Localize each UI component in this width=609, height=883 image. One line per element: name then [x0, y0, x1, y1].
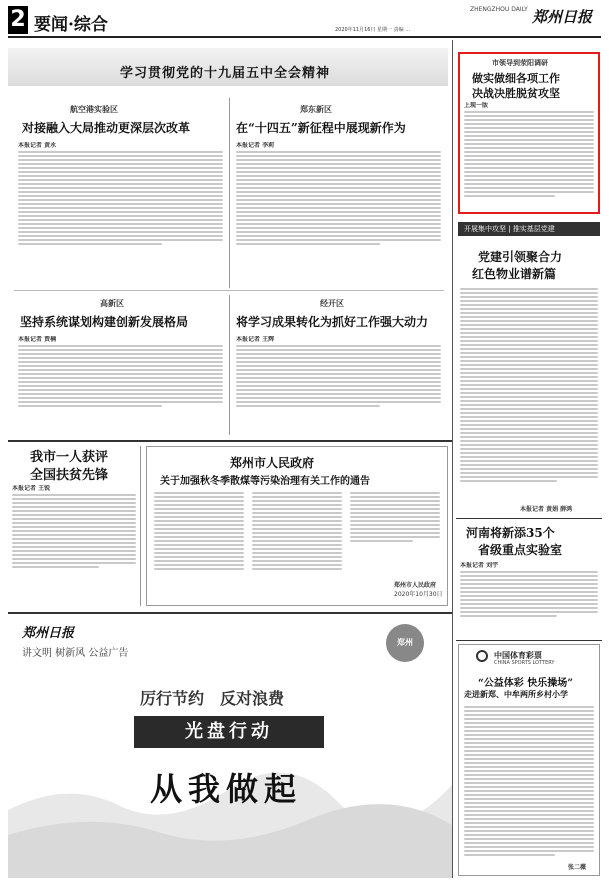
art1-author: 本报记者 黄永	[18, 142, 57, 149]
art1-title: 对接融入大局推动更深层次改革	[22, 121, 191, 135]
side1-kicker: 市领导到荥阳调研	[492, 59, 548, 67]
lottery-logo-icon	[476, 650, 488, 662]
psa-logo: 郑州日报	[22, 626, 75, 641]
art4-body	[236, 336, 441, 432]
art5-title-1: 我市一人获评	[30, 450, 109, 465]
art2-kicker: 郑东新区	[300, 105, 332, 114]
lottery-brand-en: CHINA SPORTS LOTTERY	[494, 660, 555, 666]
side3-title-1: 河南将新添35个	[466, 526, 555, 540]
page-number: 2	[8, 6, 28, 34]
section-title: 要闻·综合	[34, 15, 108, 35]
side2-author: 本报记者 黄娟 薛鸿	[520, 506, 573, 513]
side2-tag: 开展集中攻坚 | 推实基层党建	[458, 222, 600, 236]
lottery-title-1: “公益体彩 快乐操场”	[478, 678, 573, 689]
side2-title-2: 红色物业谱新篇	[472, 267, 557, 281]
art5-author: 本报记者 王锐	[12, 485, 51, 492]
psa-slogan: 厉行节约 反对浪费	[140, 689, 285, 708]
side2-body	[460, 288, 598, 506]
side2-tag-2: 推实基层党建	[512, 225, 555, 233]
art2-title: 在“十四五”新征程中展现新作为	[236, 121, 406, 135]
notice-body	[154, 492, 440, 578]
side2-title-1: 党建引领聚合力	[478, 250, 563, 264]
psa-tagline: 讲文明 树新风 公益广告	[22, 648, 129, 659]
side3-title-2: 省级重点实验室	[478, 543, 563, 557]
art4-author: 本报记者 王辉	[236, 336, 275, 343]
notice-signer: 郑州市人民政府	[394, 582, 437, 589]
art3-body	[18, 336, 223, 432]
art1-kicker: 航空港实验区	[70, 105, 118, 114]
banner-title: 学习贯彻党的十九届五中全会精神	[120, 66, 331, 81]
side2-tag-1: 开展集中攻坚	[464, 225, 506, 233]
side3-author: 本报记者 刘宇	[460, 562, 499, 569]
art5-title-2: 全国扶贫先锋	[30, 468, 109, 483]
notice-kicker: 郑州市人民政府	[230, 456, 315, 470]
art1-body	[18, 142, 223, 282]
lottery-title-2: 走进新郑、中牟两所乡村小学	[464, 689, 568, 699]
art4-title: 将学习成果转化为抓好工作强大动力	[236, 315, 429, 329]
psa-strip: 光盘行动	[134, 716, 324, 748]
date-line: 2020年11月16日 星期一 责编 …	[335, 27, 411, 33]
side1-lead: 上现一版	[464, 102, 489, 109]
art3-author: 本报记者 贾楠	[18, 336, 57, 343]
psa-seal: 郑州	[386, 624, 424, 662]
notice-title: 关于加强秋冬季散煤等污染治理有关工作的通告	[160, 476, 370, 487]
lottery-body	[464, 706, 594, 862]
masthead-logo: 郑州日报	[532, 8, 593, 26]
side1-body	[464, 102, 594, 210]
art3-title: 坚持系统谋划构建创新发展格局	[20, 315, 189, 329]
notice-date: 2020年10月30日	[394, 591, 443, 598]
art5-body	[12, 485, 136, 603]
lottery-signer: 张二薇	[568, 864, 587, 871]
side1-title-2: 决战决胜脱贫攻坚	[472, 87, 560, 100]
side3-body	[460, 562, 598, 636]
art3-kicker: 高新区	[100, 299, 124, 308]
art2-author: 本报记者 李莉	[236, 142, 275, 149]
masthead-en: ZHENGZHOU DAILY	[470, 6, 528, 13]
art2-body	[236, 142, 441, 282]
side1-title-1: 做实做细各项工作	[472, 72, 560, 85]
lottery-brand: 中国体育彩票	[494, 651, 542, 660]
art4-kicker: 经开区	[320, 299, 344, 308]
psa-big: 从我做起	[150, 770, 303, 808]
